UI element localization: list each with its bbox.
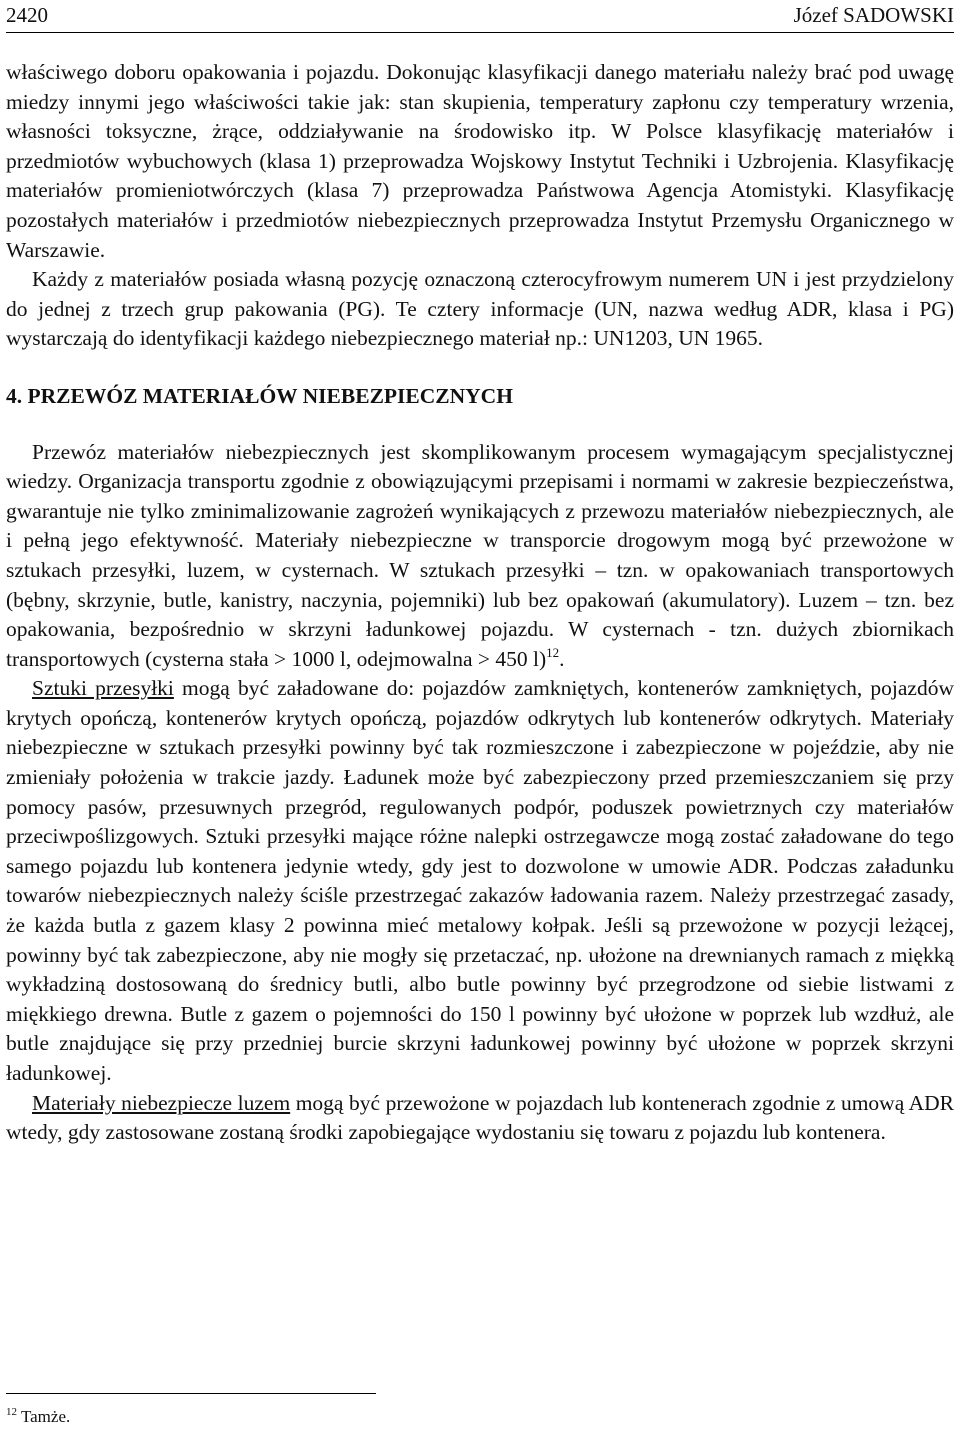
packages-text: mogą być załadowane do: pojazdów zamkniętych, kontenerów zamkniętych, pojazdów krytych opończą, kontenerów krytych opończą, pojazdów odkrytych lub kontenerów odkrytych. Materiały niebezpieczne w sztukach przesyłki powinny być tak rozmieszczone i zabezpieczone w pojeździe, aby nie zmieniały położenia w trakcie jazdy. Ładunek może być zabezpieczony przed przemieszczaniem się przy pomocy pasów, przesuwnych przegród, regulowanych podpór, poduszek powietrznych czy materiałów przeciwpoślizgowych. Sztuki przesyłki mające różne nalepki ostrzegawcze mogą zostać załadowane do tego samego pojazdu lub kontenera jedynie wtedy, gdy jest to dozwolone w umowie ADR. Podczas załadunku towarów niebezpiecznych należy ściśle przestrzegać zakazów ładowania razem. Należy przestrzegać zasady, że każda butla z gazem klasy 2 powinna mieć metalowy kołpak. Jeśli są przewożone w pozycji leżącej, powinny być tak zabezpieczone, aby nie mogły się przetaczać, np. ułożone na drewnianych ramach z miękką wykładziną dostosowaną do średnicy butli, albo butle powinny być przegrodzone od siebie listwami z miękkiego drewna. Butle z gazem o pojemności do 150 l powinny być ułożone w poprzek lub wzdłuż, ale butle znajdujące się przy przedniej burcie skrzyni ładunkowej powinny być ułożone w poprzek skrzyni ładunkowej. — [6, 676, 954, 1085]
running-author: Józef SADOWSKI — [793, 3, 954, 27]
paragraph-transport-text: Przewóz materiałów niebezpiecznych jest skomplikowanym procesem wymagającym specjalistycznej wiedzy. Organizacja transportu zgodnie z obowiązującymi przepisami i normami w zakresie bezpieczeństwa, gwarantuje nie tylko zminimalizowanie zagrożeń wynikających z przewozu materiałów niebezpiecznych, ale i pełną jego efektywność. Materiały niebezpieczne w transporcie drogowym mogą być przewożone w sztukach przesyłki, luzem, w cysternach. W sztukach przesyłki – tzn. w opakowaniach transportowych (bębny, skrzynie, butle, kanistry, naczynia, pojemniki) lub bez opakowań (akumulatory). Luzem – tzn. bez opakowania, bezpośrednio w skrzyni ładunkowej pojazdu. W cysternach - tzn. dużych zbiornikach transportowych (cysterna stała > 1000 l, odejmowalna > 450 l) — [6, 439, 954, 671]
page-number: 2420 — [6, 3, 48, 27]
paragraph-packages — [6, 674, 954, 1088]
paragraph-bulk — [6, 1089, 954, 1148]
footnote-separator — [6, 1393, 376, 1394]
footnote-number: 12 — [6, 1406, 17, 1418]
section-heading: 4. PRZEWÓZ MATERIAŁÓW NIEBEZPIECZNYCH — [6, 383, 513, 408]
paragraph-classification: właściwego doboru opakowania i pojazdu. Dokonując klasyfikacji danego materiału należy brać pod uwagę miedzy innymi jego właściwości takie jak: stan skupienia, temperatury zapłonu czy temperatury wrzenia, własności toksyczne, żrące, oddziaływanie na środowisko itp. W Polsce klasyfikację materiałów i przedmiotów wybuchowych (klasa 1) przeprowadza Wojskowy Instytut Techniki i Uzbrojenia. Klasyfikację materiałów promieniotwórczych (klasa 7) przeprowadza Państwowa Agencja Atomistyki. Klasyfikację pozostałych materiałów i przedmiotów niebezpiecznych przeprowadza Instytut Przemysłu Organicznego w Warszawie. — [6, 60, 954, 262]
paragraph-transport-end: . — [559, 646, 565, 671]
footnote — [6, 1407, 70, 1427]
footnote-reference: 12 — [546, 644, 560, 660]
paragraph-transport — [6, 438, 954, 675]
page-header — [6, 2, 954, 33]
paragraph-un-number: Każdy z materiałów posiada własną pozycję oznaczoną czterocyfrowym numerem UN i jest przydzielony do jednej z trzech grup pakowania (PG). Te cztery informacje (UN, nazwa według ADR, klasa i PG) wystarczają do identyfikacji każdego niebezpiecznego materiał np.: UN1203, UN 1965. — [6, 267, 954, 351]
footnote-text: Tamże. — [17, 1407, 71, 1426]
bulk-text: mogą być przewożone w pojazdach lub kontenerach zgodnie z umową ADR wtedy, gdy zastosowane zostaną środki zapobiegające wydostaniu się towaru z pojazdu lub kontenera. — [6, 1090, 954, 1145]
page-body — [6, 58, 954, 1148]
packages-lead: Sztuki przesyłki — [32, 676, 174, 701]
bulk-lead: Materiały niebezpiecze luzem — [32, 1090, 291, 1115]
